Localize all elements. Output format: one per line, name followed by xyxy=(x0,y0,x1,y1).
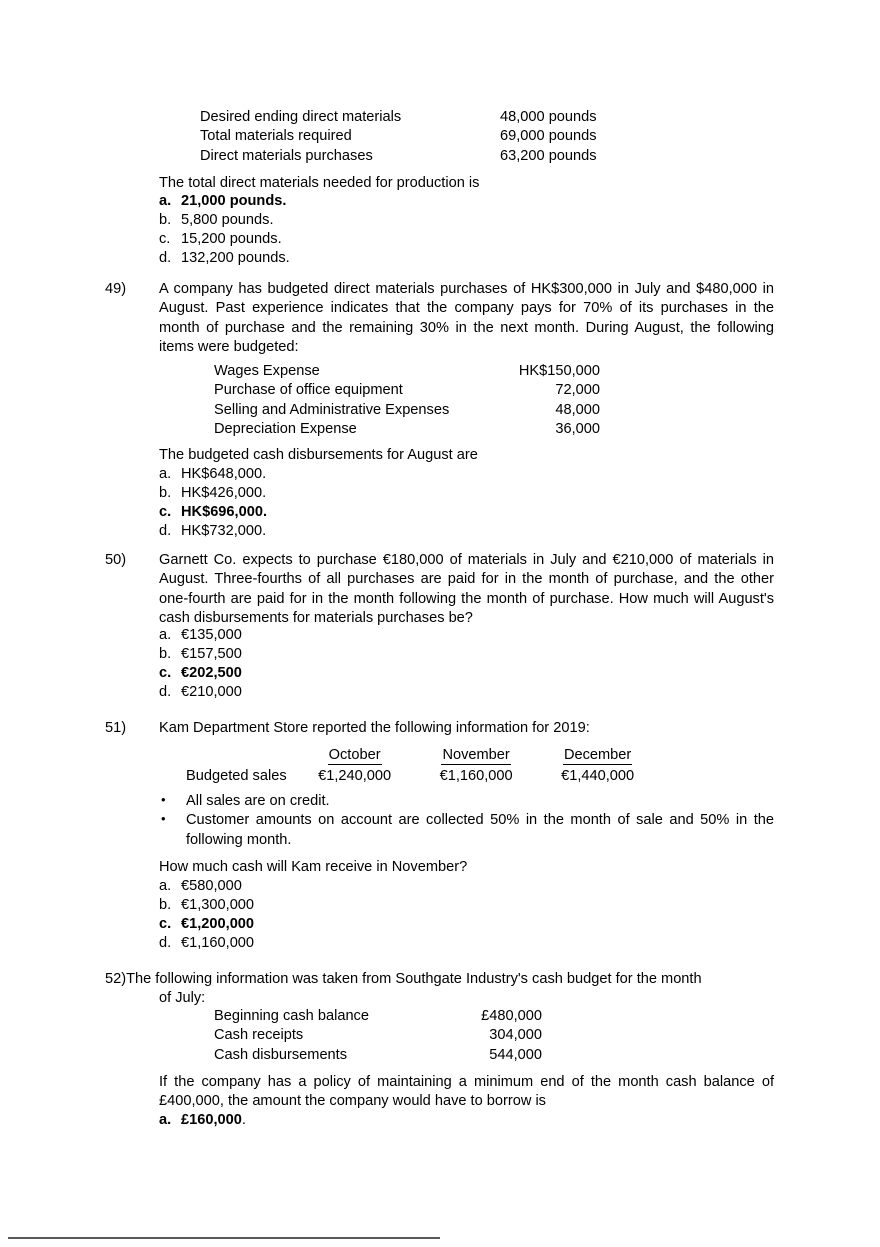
row-label: Wages Expense xyxy=(214,363,320,379)
option-text: 5,800 pounds. xyxy=(181,212,274,229)
table-row xyxy=(214,362,600,381)
question-text: Garnett Co. expects to purchase €180,000 of materials in July and €210,000 of materials in August. Three-fourths of all purchases are paid for in the month of purchase, and the other one-fourth are paid for in the month following the month of purchase. How much will August's cash disbursements for materials purchases be? xyxy=(159,552,774,626)
option-text: HK$696,000. xyxy=(181,504,268,521)
option-letter: c. xyxy=(159,504,172,521)
question-text: The following information was taken from Southgate Industry's cash budget for the month xyxy=(126,971,702,987)
table-row xyxy=(214,420,600,439)
question-text: Kam Department Store reported the following information for 2019: xyxy=(159,720,590,736)
option-b[interactable] xyxy=(159,645,659,664)
option-text: HK$426,000. xyxy=(181,485,267,502)
table-row xyxy=(200,108,597,127)
q52-cash-budget-table xyxy=(214,1007,542,1065)
q49-stem: The budgeted cash disbursements for August are xyxy=(159,447,478,463)
question-52-line2: of July: xyxy=(159,990,206,1006)
option-text: HK$648,000. xyxy=(181,466,267,482)
row-label: Direct materials purchases xyxy=(200,147,373,164)
row-value: 69,000 pounds xyxy=(500,128,597,145)
option-text: €157,500 xyxy=(181,646,242,663)
option-c[interactable] xyxy=(159,503,659,522)
option-text: 15,200 pounds. xyxy=(181,231,282,248)
q49-budget-table xyxy=(214,362,600,439)
footer-divider xyxy=(8,1237,440,1239)
table-row xyxy=(214,1046,542,1065)
table-row xyxy=(214,381,600,400)
row-label: Cash receipts xyxy=(214,1027,304,1044)
option-b[interactable] xyxy=(159,896,659,915)
option-letter: c. xyxy=(159,916,172,933)
option-suffix: . xyxy=(241,1112,246,1128)
q51-options xyxy=(159,877,659,953)
row-value: £480,000 xyxy=(481,1008,542,1024)
option-b[interactable] xyxy=(159,484,659,503)
question-49 xyxy=(105,280,774,357)
option-text: 21,000 pounds. xyxy=(181,193,287,209)
row-value: 544,000 xyxy=(489,1046,542,1063)
option-d[interactable] xyxy=(159,249,659,268)
column-header-label: October xyxy=(328,747,381,763)
table-row xyxy=(214,1026,542,1045)
table-row xyxy=(200,127,597,146)
option-c[interactable] xyxy=(159,230,659,249)
option-c[interactable] xyxy=(159,915,659,934)
option-d[interactable] xyxy=(159,522,659,541)
q48-stem: The total direct materials needed for production is xyxy=(159,175,480,191)
q48-materials-table xyxy=(200,108,597,166)
option-text: 132,200 pounds. xyxy=(181,250,290,267)
option-text: €210,000 xyxy=(181,684,242,701)
option-a[interactable] xyxy=(159,192,659,211)
option-letter: b. xyxy=(159,897,172,914)
option-letter: c. xyxy=(159,665,172,682)
option-c[interactable] xyxy=(159,664,659,683)
q51-sales-table xyxy=(186,746,658,786)
table-row xyxy=(214,401,600,420)
option-a[interactable] xyxy=(159,465,659,484)
column-header-november xyxy=(415,746,538,767)
table-row xyxy=(214,1007,542,1026)
option-a[interactable] xyxy=(159,877,659,896)
question-50 xyxy=(105,551,774,628)
q49-options xyxy=(159,465,659,541)
row-value-october: €1,240,000 xyxy=(318,767,392,784)
option-text: €202,500 xyxy=(181,665,242,682)
row-value-november: €1,160,000 xyxy=(439,767,513,784)
option-text: HK$732,000. xyxy=(181,523,267,540)
table-row xyxy=(200,147,597,166)
option-letter: c. xyxy=(159,231,171,248)
header-spacer xyxy=(186,746,295,767)
option-text: €1,300,000 xyxy=(181,897,255,914)
question-52-line1 xyxy=(105,970,795,989)
column-header-label: November xyxy=(442,747,510,763)
row-value: 36,000 xyxy=(555,420,600,437)
q51-bullet-list xyxy=(160,792,774,850)
question-text: A company has budgeted direct materials purchases of HK$300,000 in July and $480,000 in August. Past experience indicates that the company pays for 70% of its purchases in the month of purchase and the remaining 30% in the next month. During August, the following items were budgeted: xyxy=(159,281,774,355)
question-number: 50) xyxy=(105,552,127,568)
option-letter: a. xyxy=(159,193,172,209)
option-a[interactable] xyxy=(159,1111,659,1130)
table-header-row xyxy=(186,746,658,767)
column-header-december xyxy=(538,746,658,767)
option-b[interactable] xyxy=(159,211,659,230)
row-label: Depreciation Expense xyxy=(214,420,357,437)
option-letter: a. xyxy=(159,466,172,482)
option-text: €580,000 xyxy=(181,878,242,894)
option-text: €1,160,000 xyxy=(181,935,255,952)
option-letter: d. xyxy=(159,935,172,952)
option-letter: a. xyxy=(159,1112,172,1128)
option-letter: d. xyxy=(159,250,172,267)
row-value: 48,000 pounds xyxy=(500,109,597,125)
column-header-label: December xyxy=(563,747,632,763)
row-value: HK$150,000 xyxy=(518,363,600,379)
row-label: Budgeted sales xyxy=(186,767,287,784)
q50-options xyxy=(159,626,659,702)
list-item: • Customer amounts on account are collected 50% in the month of sale and 50% in the following month. xyxy=(160,811,774,850)
option-letter: b. xyxy=(159,646,172,663)
option-letter: d. xyxy=(159,523,172,540)
row-value: 72,000 xyxy=(555,382,600,399)
option-text: €1,200,000 xyxy=(181,916,255,933)
row-value-december: €1,440,000 xyxy=(561,767,635,784)
option-letter: b. xyxy=(159,485,172,502)
option-text: €135,000 xyxy=(181,627,242,643)
row-label: Total materials required xyxy=(200,128,352,145)
row-value: 48,000 xyxy=(555,401,600,418)
option-a[interactable] xyxy=(159,626,659,645)
q48-options xyxy=(159,192,659,268)
option-letter: a. xyxy=(159,878,172,894)
option-letter: a. xyxy=(159,627,172,643)
row-label: Selling and Administrative Expenses xyxy=(214,401,450,418)
row-value: 304,000 xyxy=(489,1027,542,1044)
option-letter: d. xyxy=(159,684,172,701)
list-item: • All sales are on credit. xyxy=(160,792,774,811)
question-number: 51) xyxy=(105,720,127,736)
table-row xyxy=(186,767,658,787)
question-number: 49) xyxy=(105,281,127,297)
row-value: 63,200 pounds xyxy=(500,147,597,164)
row-label: Desired ending direct materials xyxy=(200,109,402,125)
row-label: Cash disbursements xyxy=(214,1046,348,1063)
q51-stem: How much cash will Kam receive in November? xyxy=(159,859,468,875)
column-header-october xyxy=(295,746,415,767)
q52-stem: If the company has a policy of maintaining a minimum end of the month cash balance of £400,000, the amount the company would have to borrow is xyxy=(159,1074,774,1110)
q52-cash-budget-table-wrap xyxy=(214,1007,542,1065)
option-d[interactable] xyxy=(159,934,659,953)
row-label: Purchase of office equipment xyxy=(214,382,403,399)
option-letter: b. xyxy=(159,212,172,229)
option-text: £160,000 xyxy=(181,1112,242,1128)
question-51 xyxy=(105,719,774,738)
row-label: Beginning cash balance xyxy=(214,1008,369,1024)
option-d[interactable] xyxy=(159,683,659,702)
question-number: 52) xyxy=(105,971,127,987)
q52-options xyxy=(159,1111,659,1130)
